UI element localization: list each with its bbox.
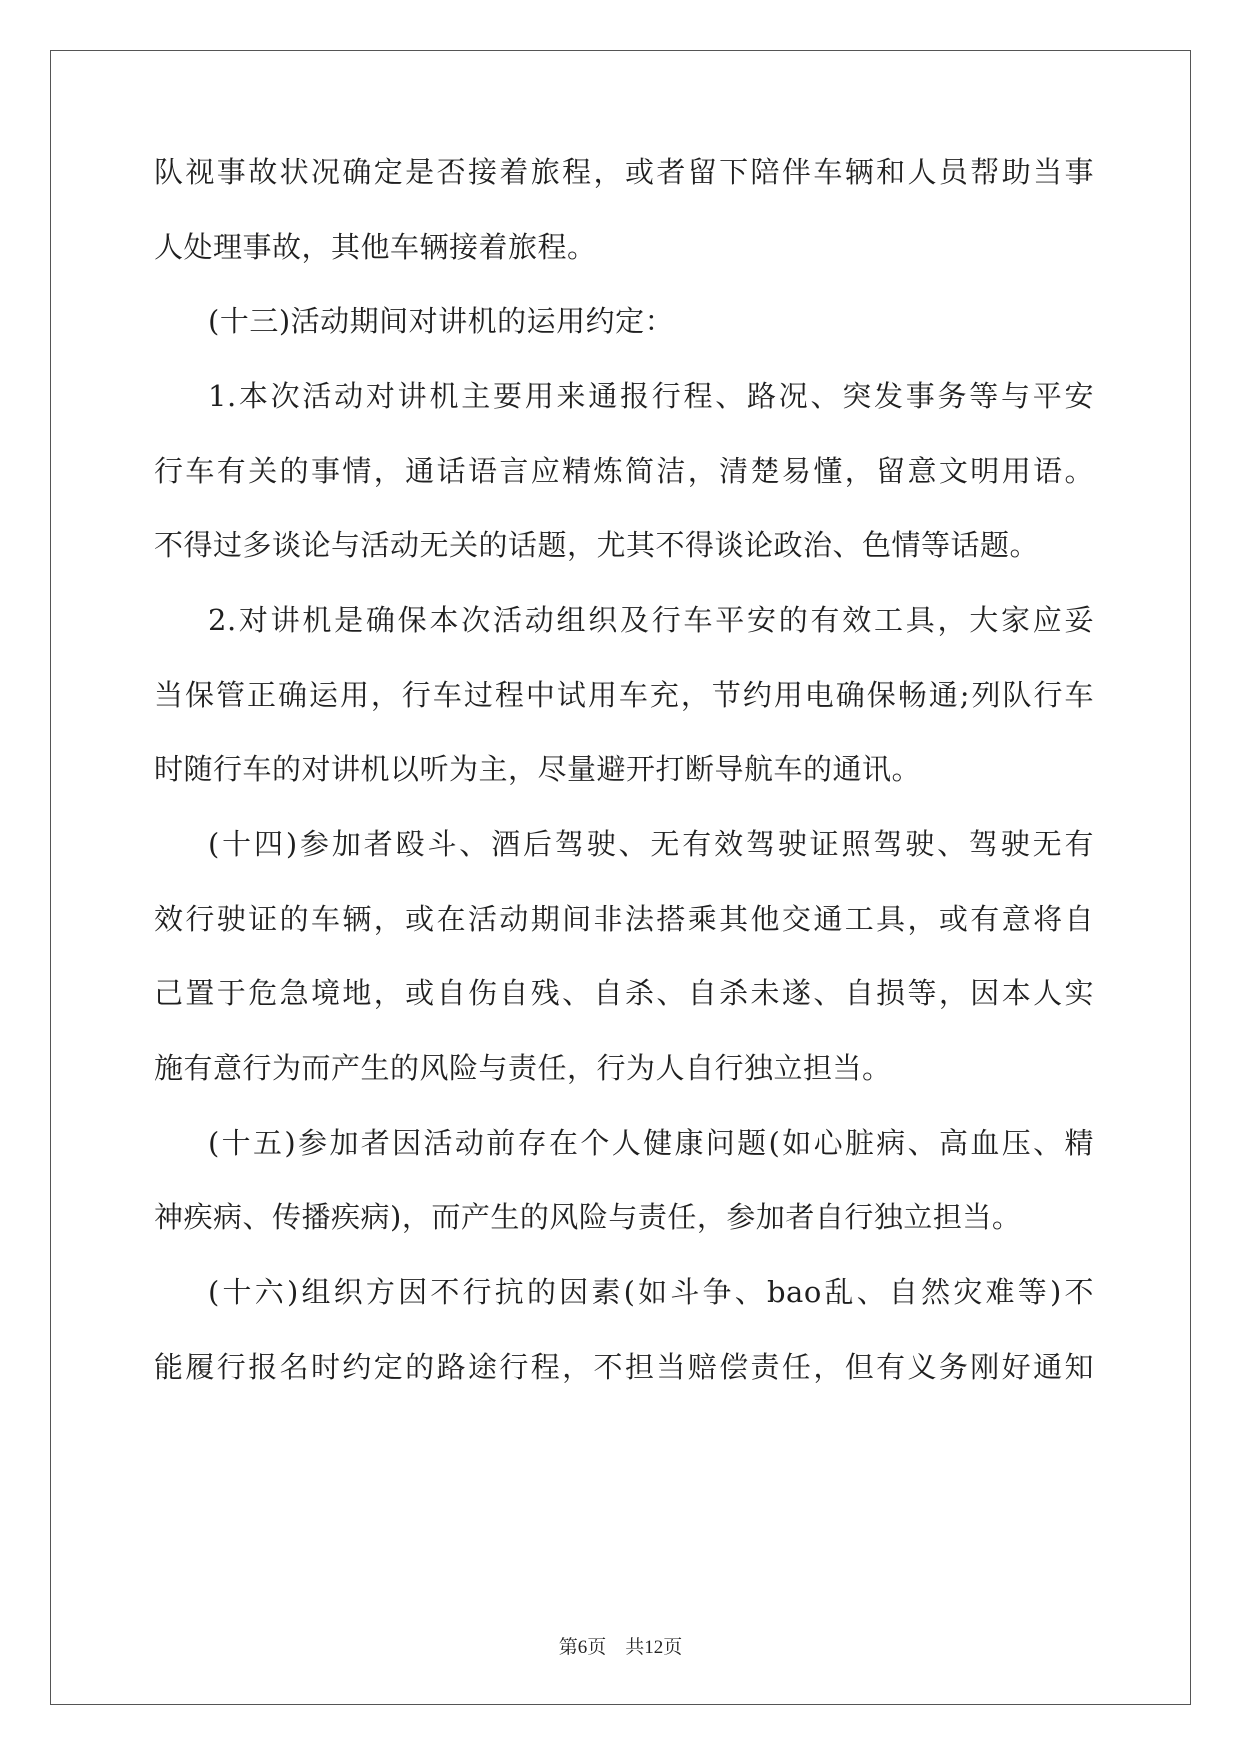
- text-line: 2.对讲机是确保本次活动组织及行车平安的有效工具，大家应妥: [208, 603, 1094, 637]
- section-heading: (十三)活动期间对讲机的运用约定：: [208, 304, 675, 338]
- text-line: 效行驶证的车辆，或在活动期间非法搭乘其他交通工具，或有意将自: [154, 902, 1094, 936]
- text-line: 人处理事故，其他车辆接着旅程。: [154, 230, 597, 264]
- text-line: (十五)参加者因活动前存在个人健康问题(如心脏病、高血压、精: [208, 1126, 1094, 1160]
- text-line: 时随行车的对讲机以听为主，尽量避开打断导航车的通讯。: [154, 752, 922, 786]
- text-line: 施有意行为而产生的风险与责任，行为人自行独立担当。: [154, 1051, 892, 1085]
- text-line: (十六)组织方因不行抗的因素(如斗争、bao乱、自然灾难等)不: [208, 1275, 1094, 1309]
- text-line: 己置于危急境地，或自伤自残、自杀、自杀未遂、自损等，因本人实: [154, 976, 1094, 1010]
- text-line: 不得过多谈论与活动无关的话题，尤其不得谈论政治、色情等话题。: [154, 528, 1040, 562]
- text-line: 能履行报名时约定的路途行程，不担当赔偿责任，但有义务刚好通知: [154, 1350, 1094, 1384]
- text-line: 神疾病、传播疾病)，而产生的风险与责任，参加者自行独立担当。: [154, 1200, 1022, 1234]
- text-line: 1.本次活动对讲机主要用来通报行程、路况、突发事务等与平安: [208, 379, 1094, 413]
- page-number: 第6页 共12页: [558, 1637, 683, 1658]
- text-line: (十四)参加者殴斗、酒后驾驶、无有效驾驶证照驾驶、驾驶无有: [208, 827, 1094, 861]
- text-line: 当保管正确运用，行车过程中试用车充，节约用电确保畅通;列队行车: [154, 678, 1094, 712]
- text-line: 行车有关的事情，通话语言应精炼简洁，清楚易懂，留意文明用语。: [154, 454, 1094, 488]
- text-line: 队视事故状况确定是否接着旅程，或者留下陪伴车辆和人员帮助当事: [154, 155, 1094, 189]
